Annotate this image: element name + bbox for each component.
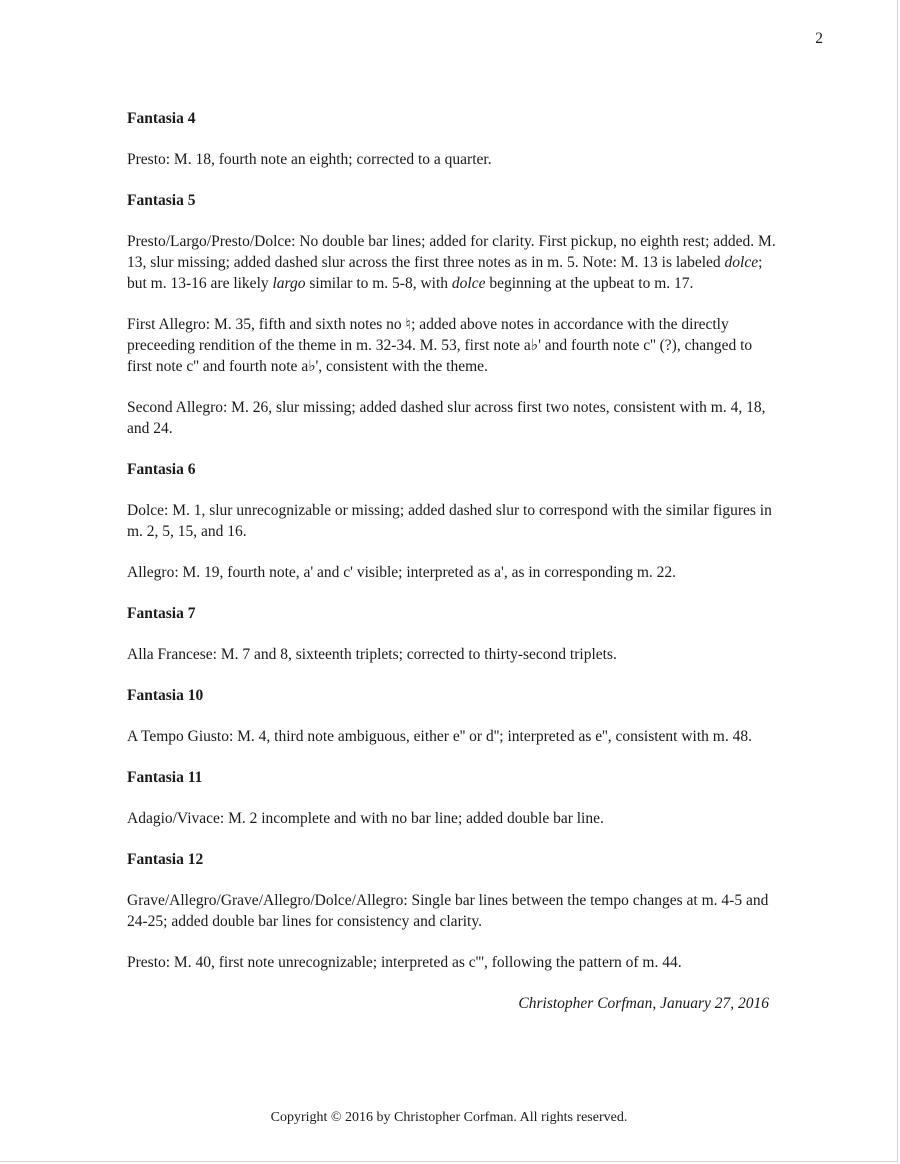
paragraph: Alla Francese: M. 7 and 8, sixteenth triplets; corrected to thirty-second triplets. <box>127 646 617 663</box>
section-fantasia-10 <box>127 685 777 747</box>
signature: Christopher Corfman, January 27, 2016 <box>518 995 769 1012</box>
paragraph: Grave/Allegro/Grave/Allegro/Dolce/Allegro: Single bar lines between the tempo changes at m. 4-5 and 24-25; added double bar lines for consistency and clarity. <box>127 892 769 930</box>
notes-content <box>127 108 777 1014</box>
paragraph: Adagio/Vivace: M. 2 incomplete and with no bar line; added double bar line. <box>127 810 604 827</box>
section-heading: Fantasia 5 <box>127 192 196 209</box>
section-fantasia-6 <box>127 459 777 583</box>
section-fantasia-11 <box>127 767 777 829</box>
section-fantasia-7 <box>127 603 777 665</box>
page-number: 2 <box>815 30 823 47</box>
section-heading: Fantasia 4 <box>127 110 196 127</box>
paragraph: Presto: M. 18, fourth note an eighth; corrected to a quarter. <box>127 151 492 168</box>
section-heading: Fantasia 12 <box>127 851 204 868</box>
paragraph: Presto/Largo/Presto/Dolce: No double bar lines; added for clarity. First pickup, no eighth rest; added. M. 13, slur missing; added dashed slur across the first three notes as in m. 5. Note: M. 13 is labeled dolce; but m. 13-16 are likely largo similar to m. 5-8, with dolce beginning at the upbeat to m. 17. <box>127 233 776 292</box>
section-fantasia-4 <box>127 108 777 170</box>
paragraph: Second Allegro: M. 26, slur missing; added dashed slur across first two notes, consistent with m. 4, 18, and 24. <box>127 399 766 437</box>
copyright-footer: Copyright © 2016 by Christopher Corfman. All rights reserved. <box>270 1110 628 1125</box>
section-fantasia-12 <box>127 849 777 973</box>
section-fantasia-5 <box>127 190 777 439</box>
paragraph: Presto: M. 40, first note unrecognizable; interpreted as c''', following the pattern of m. 44. <box>127 954 682 971</box>
section-heading: Fantasia 7 <box>127 605 196 622</box>
paragraph: First Allegro: M. 35, fifth and sixth notes no ♮; added above notes in accordance with the directly preceeding rendition of the theme in m. 32-34. M. 53, first note a♭' and fourth note c'' (?), changed to first note c'' and fourth note a♭', consistent with the theme. <box>127 316 753 375</box>
section-heading: Fantasia 6 <box>127 461 196 478</box>
section-heading: Fantasia 10 <box>127 687 204 704</box>
paragraph: Dolce: M. 1, slur unrecognizable or missing; added dashed slur to correspond with the similar figures in m. 2, 5, 15, and 16. <box>127 502 772 540</box>
section-heading: Fantasia 11 <box>127 769 203 786</box>
paragraph: A Tempo Giusto: M. 4, third note ambiguous, either e'' or d''; interpreted as e'', consistent with m. 48. <box>127 728 752 745</box>
paragraph: Allegro: M. 19, fourth note, a' and c' visible; interpreted as a', as in corresponding m. 22. <box>127 564 677 581</box>
